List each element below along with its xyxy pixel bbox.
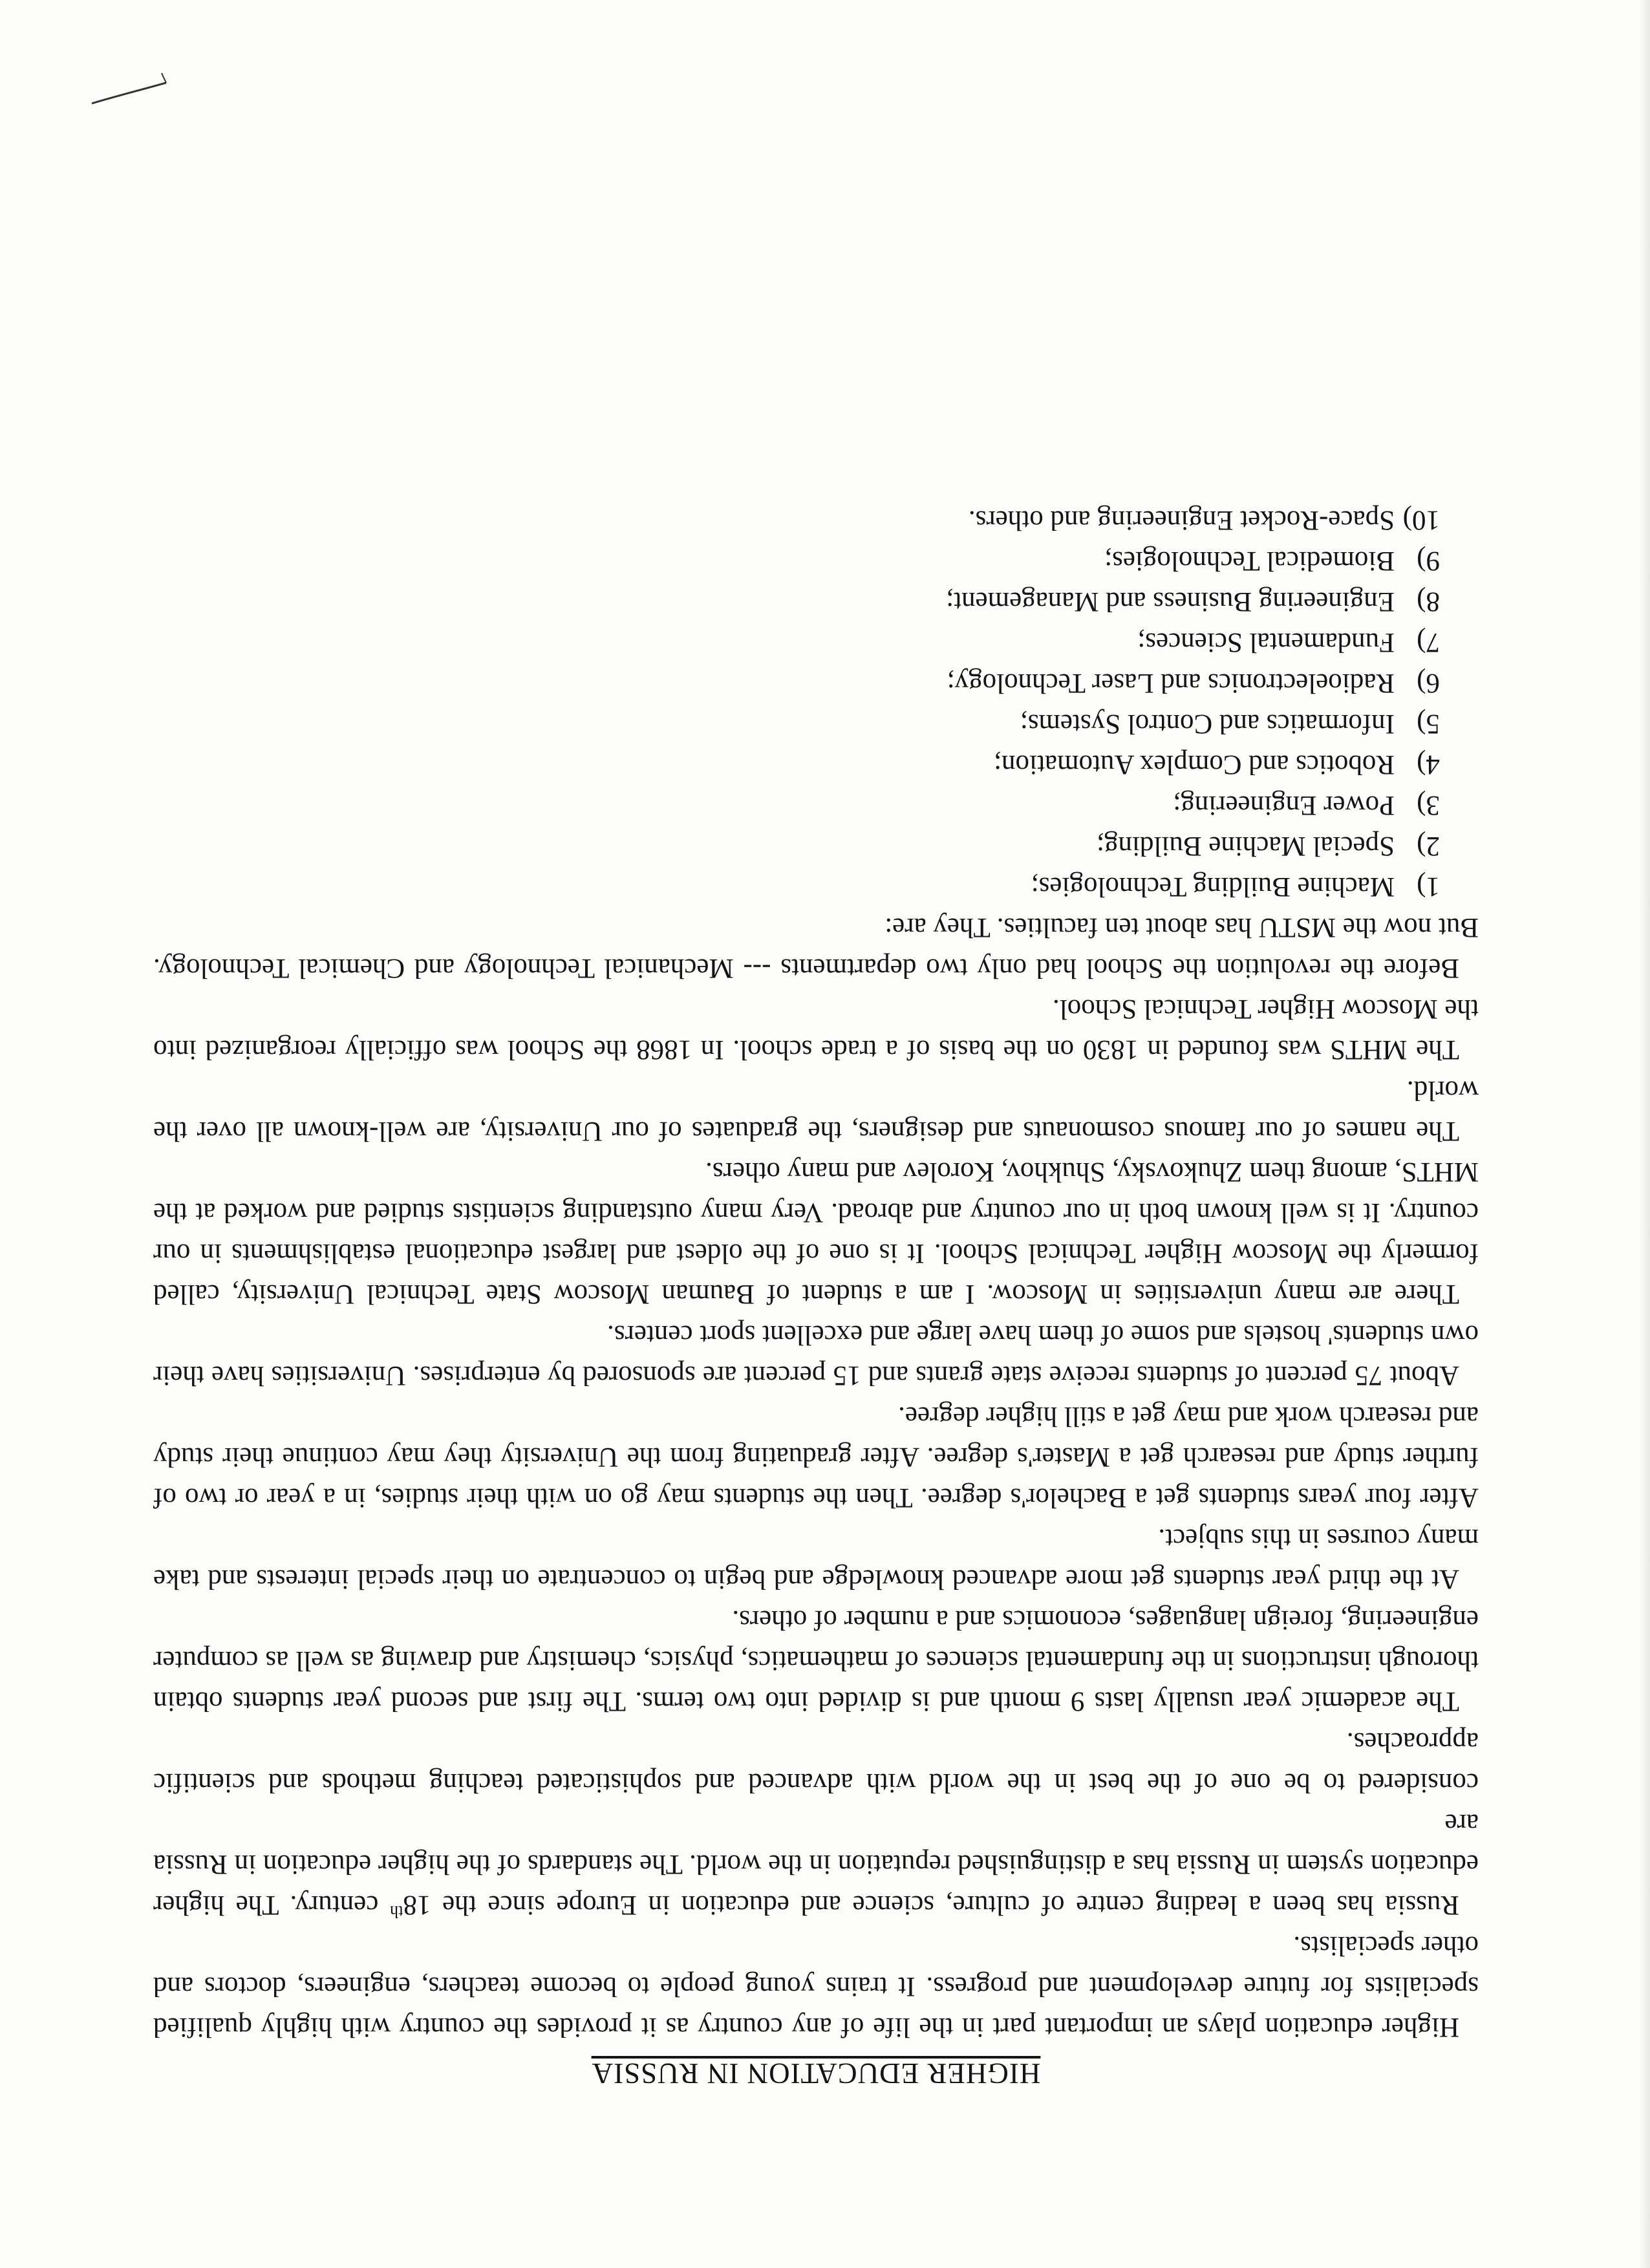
paragraph-bauman: There are many universities in Moscow. I am a student of Bauman Moscow State Technical University, called formerly the Moscow Higher Technical School. It is one of the oldest and largest educational establishments in our country. It is well known both in our country and abroad. Very many outstanding scientists studied and worked at the MHTS, among them Zhukovsky, Shukhov, Korolev and many others. [153,1157,1479,1309]
list-item: 9)Biomedical Technologies; [1104,546,1440,576]
russia-text-end: century. The higher education system in Russia has a distinguished reputation in the world. The standards of the higher education in Russia are [153,1808,1479,1920]
paragraph-russia [153,1803,1479,1925]
scan-edge-shadow [1638,0,1650,2268]
list-item: 4)Robotics and Complex Automation; [994,749,1440,780]
paragraph-grants: About 75 percent of students receive state grants and 15 percent are sponsored by enterprises. Universities have their own students' hostels and some of them have large and excellent sport centers. [153,1320,1479,1391]
list-item: 3)Power Engineering; [1173,790,1440,820]
list-item: 1)Machine Building Technologies; [1031,872,1440,902]
list-item: 10)Space-Rocket Engineering and others. [968,505,1440,535]
paragraph-graduates: The names of our famous cosmonauts and designers, the graduates of our University, are well-known all over the world. [153,1075,1479,1146]
list-item: 5)Informatics and Control Systems; [1020,709,1440,739]
paragraph-degrees: After four years students get a Bachelor's degree. Then the students may go on with their studies, in a year or two of further study and research get a Master's degree. After graduating from the University they may continue their study and research work and may get a still higher degree. [153,1401,1479,1513]
document-body [153,500,1479,2093]
faculty-list [153,500,1479,907]
paragraph-intro: Higher education plays an important part in the life of any country as it provides the country with highly qualified specialists for future development and progress. It trains young people to become teachers, engineers, doctors and other specialists. [153,1931,1479,2042]
list-item: 8)Engineering Business and Management; [946,586,1440,617]
page-title: HIGHER EDUCATION IN RUSSIA [591,2057,1041,2090]
paragraph-academic-year: The academic year usually lasts 9 month and is divided into two terms. The first and second year students obtain thorough instructions in the fundamental sciences of mathematics, physics, chemistry and drawing as well as computer engineering, foreign languages, economics and a number of others. [153,1605,1479,1717]
paragraph-standards: considered to be one of the best in the world with advanced and sophisticated teaching methods and scientific approaches. [153,1727,1479,1798]
list-item: 7)Fundamental Sciences; [1137,627,1440,658]
paragraph-third-year: At the third year students get more advanced knowledge and begin to concentrate on their special interests and take many courses in this subject. [153,1523,1479,1594]
russia-text-start: Russia has been a leading centre of culture, science and education in Europe since the 18 [403,1890,1459,1920]
pen-stroke-mark [85,70,169,109]
list-item: 2)Special Machine Building; [1097,831,1440,861]
list-item: 6)Radioelectronics and Laser Technology; [947,668,1440,698]
paragraph-departments: Before the revolution the School had only two departments --- Mechanical Technology and Chemical Technology. But now the MSTU has about ten faculties. They are: [153,912,1479,983]
paragraph-founding: The MHTS was founded in 1830 on the basis of a trade school. In 1868 the School was officially reorganized into the Moscow Higher Technical School. [153,994,1479,1065]
ordinal-superscript: th [390,1902,403,1921]
